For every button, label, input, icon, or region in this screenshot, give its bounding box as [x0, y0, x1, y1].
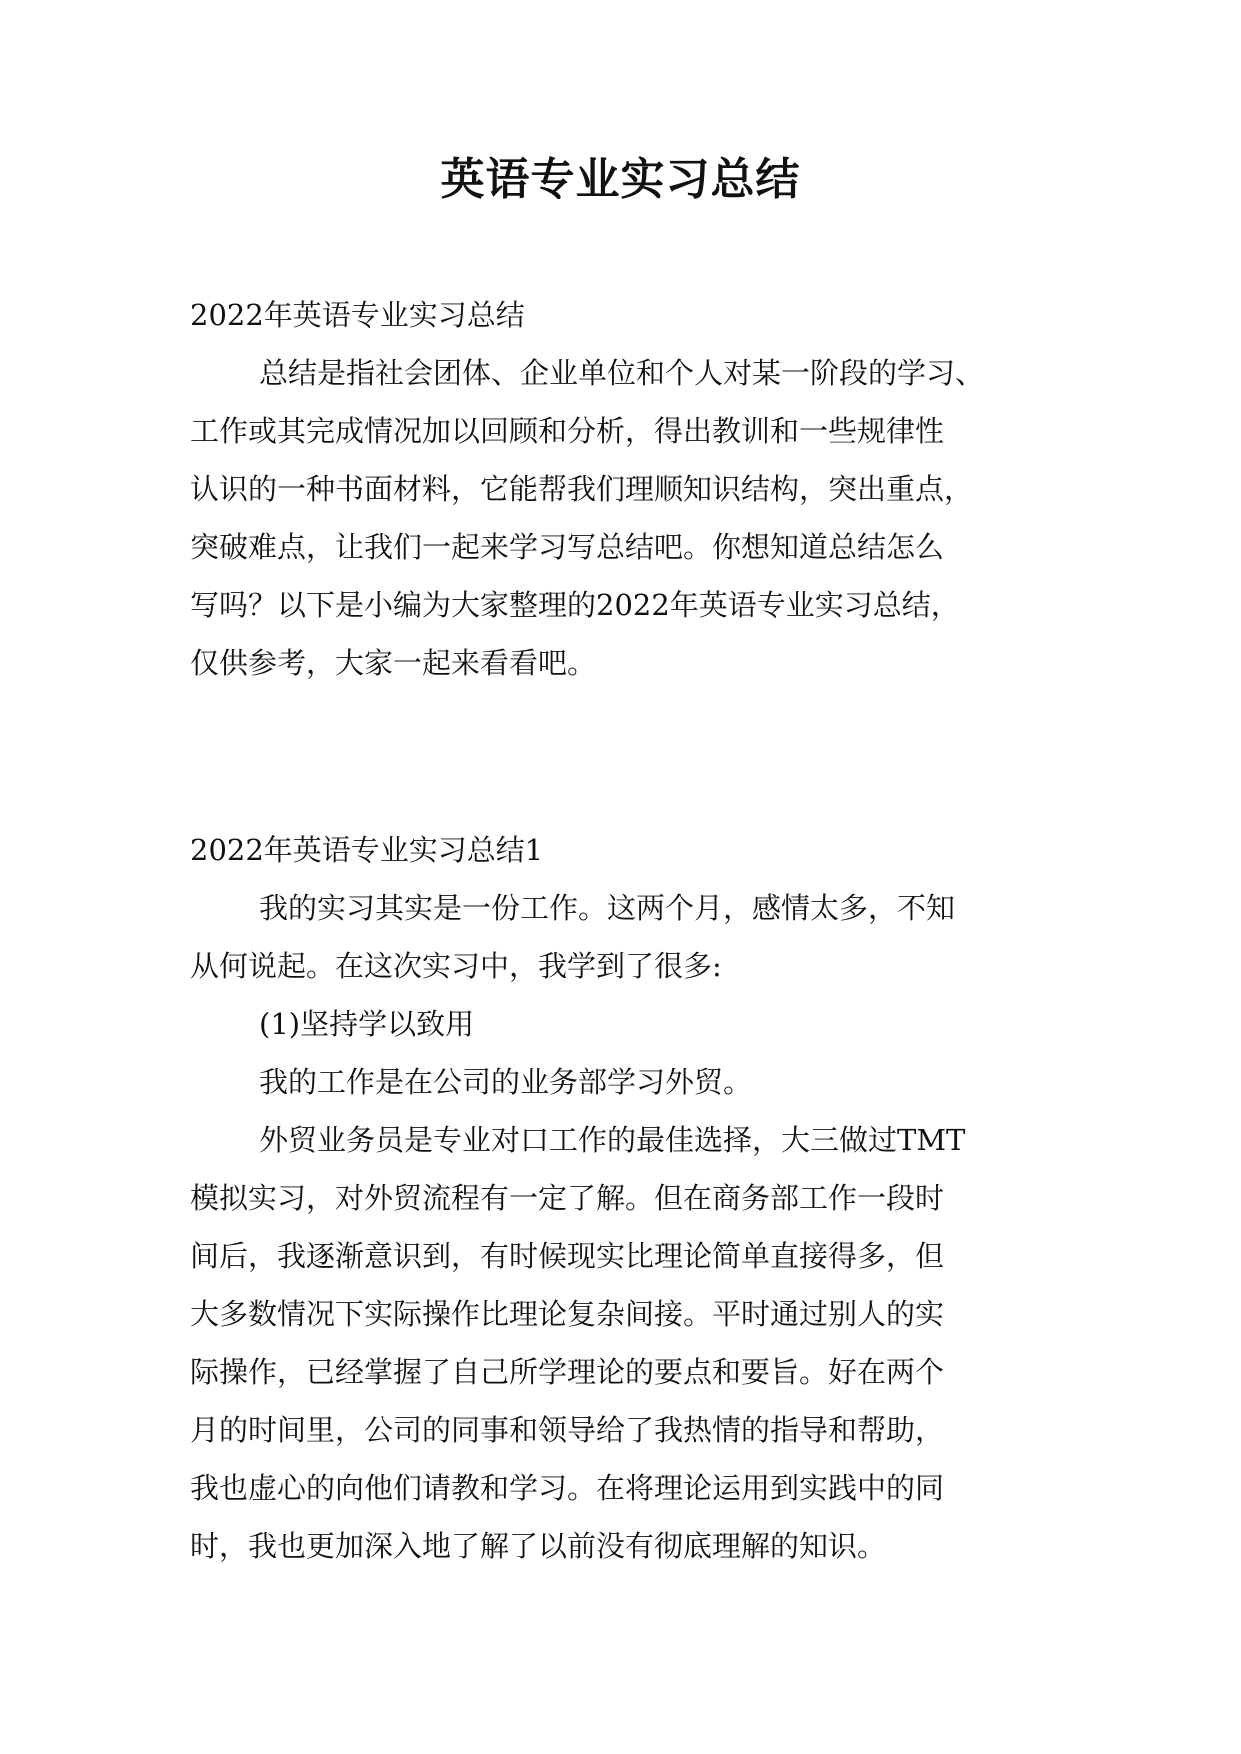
paragraph-line: 突破难点，让我们一起来学习写总结吧。你想知道总结怎么: [190, 530, 945, 564]
paragraph-line: 时，我也更加深入地了解了以前没有彻底理解的知识。: [190, 1529, 887, 1563]
paragraph-line: 我的实习其实是一份工作。这两个月，感情太多，不知: [259, 891, 956, 925]
section-heading: 2022年英语专业实习总结1: [190, 833, 544, 867]
list-item-heading: (1)坚持学以致用: [259, 1007, 475, 1041]
paragraph-line: 月的时间里，公司的同事和领导给了我热情的指导和帮助，: [190, 1413, 945, 1447]
paragraph-line: 大多数情况下实际操作比理论复杂间接。平时通过别人的实: [190, 1297, 945, 1331]
paragraph-line: 工作或其完成情况加以回顾和分析，得出教训和一些规律性: [190, 414, 945, 448]
paragraph-line: 总结是指社会团体、企业单位和个人对某一阶段的学习、: [259, 356, 985, 390]
paragraph-line: 我的工作是在公司的业务部学习外贸。: [259, 1065, 753, 1099]
paragraph-line: 际操作，已经掌握了自己所学理论的要点和要旨。好在两个: [190, 1355, 945, 1389]
paragraph-line: 外贸业务员是专业对口工作的最佳选择，大三做过TMT: [259, 1123, 966, 1157]
paragraph-line: 认识的一种书面材料，它能帮我们理顺知识结构，突出重点，: [190, 472, 974, 506]
paragraph-line: 从何说起。在这次实习中，我学到了很多:: [190, 949, 722, 983]
paragraph-line: 写吗？以下是小编为大家整理的2022年英语专业实习总结，: [190, 588, 960, 622]
intro-section: [190, 286, 1060, 692]
section-heading: 2022年英语专业实习总结: [190, 298, 525, 332]
paragraph-line: 仅供参考，大家一起来看看吧。: [190, 646, 597, 680]
paragraph-line: 我也虚心的向他们请教和学习。在将理论运用到实践中的同: [190, 1471, 945, 1505]
paragraph-line: 间后，我逐渐意识到，有时候现实比理论简单直接得多，但: [190, 1239, 945, 1273]
summary-section-1: [190, 821, 1060, 1575]
paragraph-line: 模拟实习，对外贸流程有一定了解。但在商务部工作一段时: [190, 1181, 945, 1215]
document-title: 英语专业实习总结: [440, 154, 801, 205]
